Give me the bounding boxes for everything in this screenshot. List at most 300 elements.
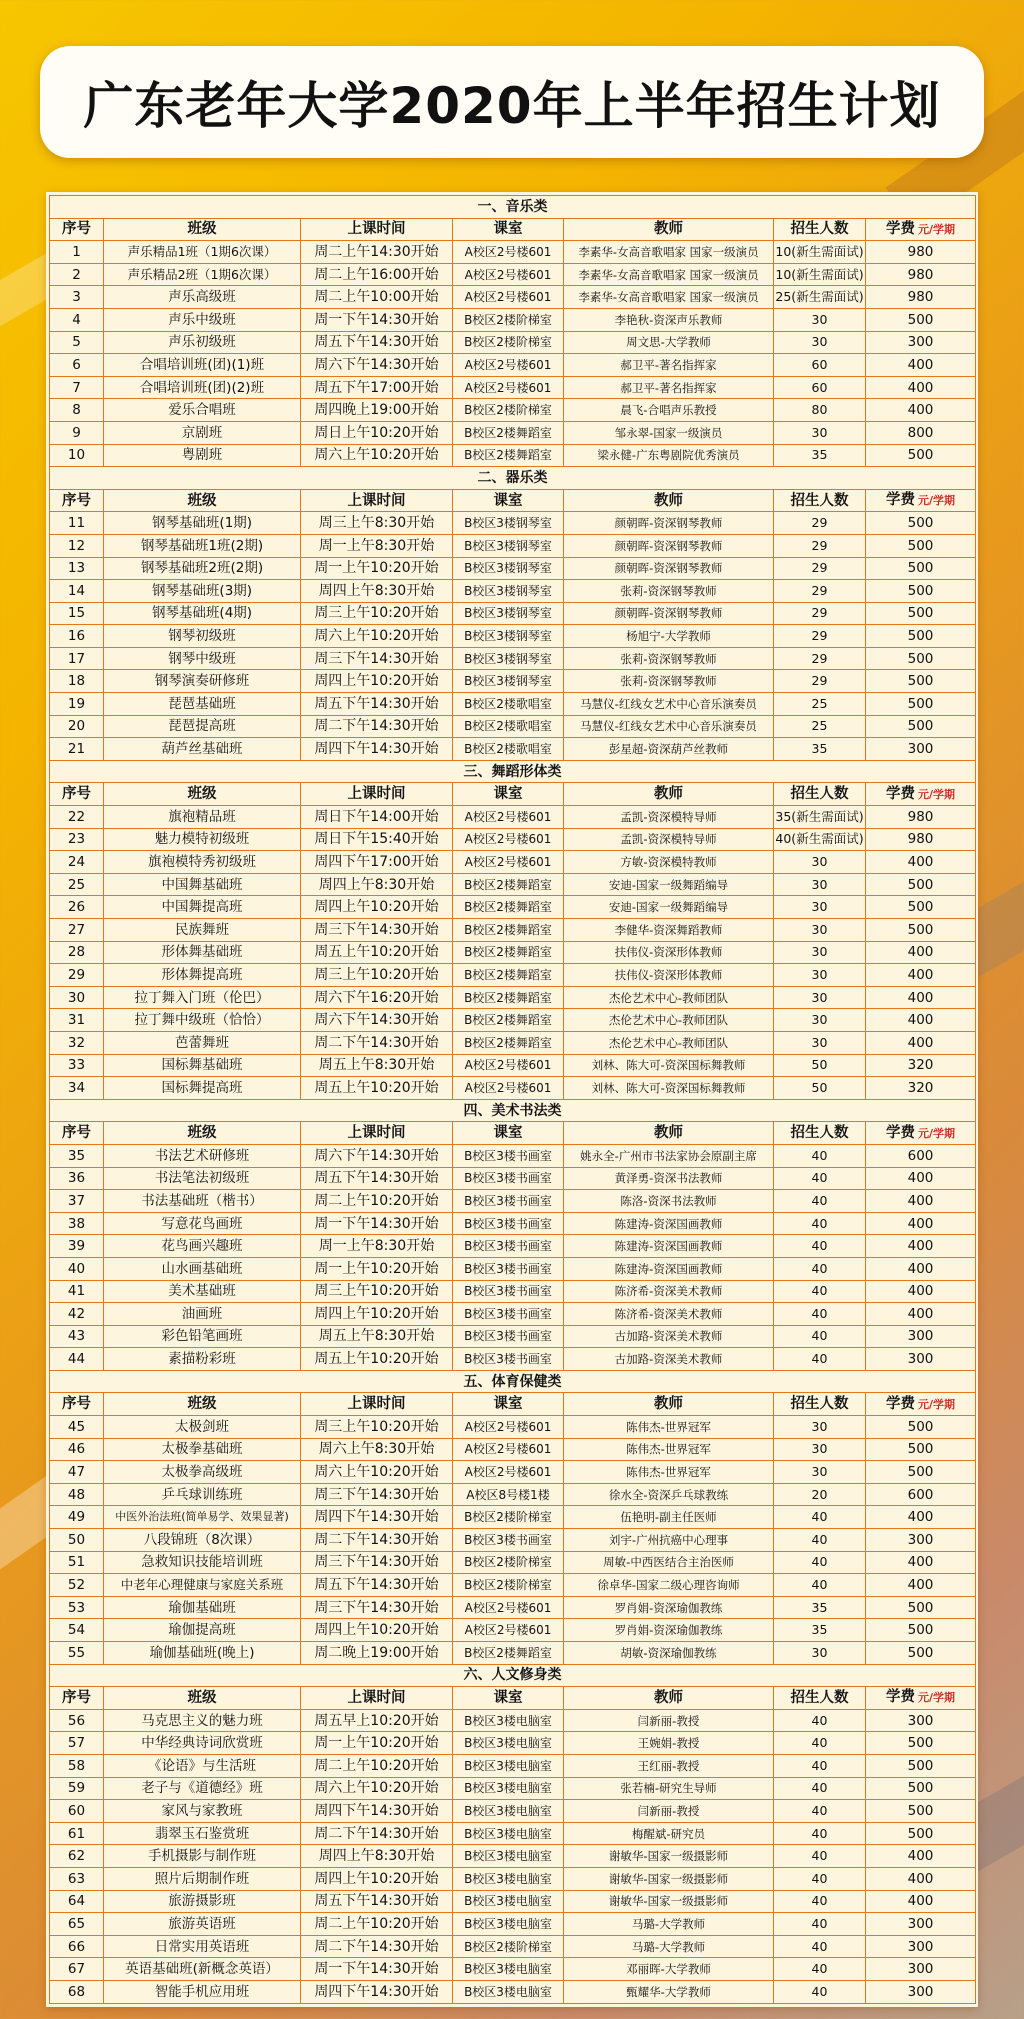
teacher: 陈建涛-资深国画教师 — [564, 1235, 774, 1258]
class-time: 周六上午10:20开始 — [301, 444, 453, 467]
class-name: 素描粉彩班 — [104, 1348, 301, 1371]
class-time: 周一上午10:20开始 — [301, 557, 453, 580]
tuition-fee: 400 — [866, 376, 976, 399]
table-row — [50, 1619, 976, 1642]
row-number: 49 — [50, 1506, 104, 1529]
column-header-no — [50, 1122, 104, 1145]
table-row — [50, 1212, 976, 1235]
fee-unit-label: 元/学期 — [917, 787, 956, 801]
teacher: 颜朝晖-资深钢琴教师 — [564, 534, 774, 557]
classroom: B校区3楼电脑室 — [453, 1845, 564, 1868]
class-name: 京剧班 — [104, 421, 301, 444]
category-row — [50, 1370, 976, 1393]
teacher: 胡敏-资深瑜伽教练 — [564, 1642, 774, 1665]
enrollment-quota: 40 — [774, 1913, 866, 1936]
enrollment-quota: 40 — [774, 1190, 866, 1213]
table-row — [50, 1031, 976, 1054]
classroom: A校区2号楼601 — [453, 1438, 564, 1461]
table-row — [50, 1777, 976, 1800]
teacher: 邹永翠-国家一级演员 — [564, 421, 774, 444]
enrollment-quota: 60 — [774, 354, 866, 377]
teacher: 陈伟杰-世界冠军 — [564, 1438, 774, 1461]
classroom: B校区3楼钢琴室 — [453, 557, 564, 580]
classroom: A校区2号楼601 — [453, 806, 564, 829]
row-number: 44 — [50, 1348, 104, 1371]
column-header-fee — [866, 218, 976, 241]
classroom: B校区3楼电脑室 — [453, 1890, 564, 1913]
tuition-fee: 400 — [866, 1009, 976, 1032]
enrollment-quota: 40 — [774, 1280, 866, 1303]
teacher: 谢敏华-国家一级摄影师 — [564, 1845, 774, 1868]
teacher: 陈建涛-资深国画教师 — [564, 1257, 774, 1280]
column-header-class — [104, 783, 301, 806]
enrollment-quota: 40 — [774, 1845, 866, 1868]
column-header-fee — [866, 783, 976, 806]
table-row — [50, 1054, 976, 1077]
class-time: 周四上午10:20开始 — [301, 670, 453, 693]
classroom: B校区3楼电脑室 — [453, 1980, 564, 2003]
classroom: A校区2号楼601 — [453, 1416, 564, 1439]
column-header-label: 序号 — [62, 492, 91, 509]
class-time: 周五下午14:30开始 — [301, 331, 453, 354]
teacher: 杰伦艺术中心-教师团队 — [564, 986, 774, 1009]
row-number: 1 — [50, 241, 104, 264]
table-row — [50, 1935, 976, 1958]
column-header-class — [104, 1393, 301, 1416]
class-name: 民族舞班 — [104, 919, 301, 942]
column-header-no — [50, 489, 104, 512]
class-name: 瑜伽提高班 — [104, 1619, 301, 1642]
class-name: 钢琴中级班 — [104, 647, 301, 670]
enrollment-quota: 80 — [774, 399, 866, 422]
column-header-label: 上课时间 — [347, 1396, 406, 1413]
table-row — [50, 308, 976, 331]
class-time: 周五上午10:20开始 — [301, 941, 453, 964]
class-time: 周三上午10:20开始 — [301, 1280, 453, 1303]
teacher: 张莉-资深钢琴教师 — [564, 670, 774, 693]
column-header-label: 序号 — [62, 1396, 91, 1413]
tuition-fee: 400 — [866, 1574, 976, 1597]
column-header-label: 教师 — [654, 492, 683, 509]
column-header-label: 招生人数 — [790, 1689, 849, 1706]
column-header-no — [50, 218, 104, 241]
tuition-fee: 500 — [866, 1438, 976, 1461]
teacher: 张莉-资深钢琴教师 — [564, 580, 774, 603]
row-number: 35 — [50, 1144, 104, 1167]
tuition-fee: 400 — [866, 1506, 976, 1529]
class-time: 周日下午15:40开始 — [301, 828, 453, 851]
row-number: 50 — [50, 1529, 104, 1552]
classroom: B校区3楼书画室 — [453, 1144, 564, 1167]
row-number: 10 — [50, 444, 104, 467]
class-time: 周二晚上19:00开始 — [301, 1642, 453, 1665]
row-number: 66 — [50, 1935, 104, 1958]
classroom: A校区2号楼601 — [453, 1054, 564, 1077]
class-name: 瑜伽基础班 — [104, 1596, 301, 1619]
enrollment-quota: 40 — [774, 1325, 866, 1348]
tuition-fee: 500 — [866, 534, 976, 557]
enrollment-quota: 30 — [774, 1642, 866, 1665]
row-number: 36 — [50, 1167, 104, 1190]
column-header-label: 招生人数 — [790, 1396, 849, 1413]
tuition-fee: 500 — [866, 308, 976, 331]
teacher: 张莉-资深钢琴教师 — [564, 647, 774, 670]
class-time: 周四上午10:20开始 — [301, 1619, 453, 1642]
table-row — [50, 1280, 976, 1303]
class-time: 周日下午14:00开始 — [301, 806, 453, 829]
classroom: B校区3楼书画室 — [453, 1529, 564, 1552]
column-header-quota — [774, 1122, 866, 1145]
column-header-class — [104, 1687, 301, 1710]
class-name: 中国舞基础班 — [104, 873, 301, 896]
class-name: 家风与家教班 — [104, 1800, 301, 1823]
column-header-label: 序号 — [62, 786, 91, 803]
tuition-fee: 600 — [866, 1483, 976, 1506]
tuition-fee: 400 — [866, 1551, 976, 1574]
class-name: 合唱培训班(团)(1)班 — [104, 354, 301, 377]
class-name: 国标舞提高班 — [104, 1077, 301, 1100]
enrollment-quota: 29 — [774, 512, 866, 535]
class-time: 周二下午14:30开始 — [301, 715, 453, 738]
teacher: 古加路-资深美术教师 — [564, 1325, 774, 1348]
tuition-fee: 500 — [866, 873, 976, 896]
category-title: 一、音乐类 — [50, 196, 976, 219]
classroom: B校区3楼钢琴室 — [453, 534, 564, 557]
class-name: 瑜伽基础班(晚上) — [104, 1642, 301, 1665]
enrollment-table-container — [46, 192, 978, 2007]
enrollment-quota: 40 — [774, 1529, 866, 1552]
tuition-fee: 500 — [866, 1800, 976, 1823]
classroom: B校区3楼书画室 — [453, 1325, 564, 1348]
class-name: 太极剑班 — [104, 1416, 301, 1439]
enrollment-quota: 30 — [774, 896, 866, 919]
classroom: B校区3楼书画室 — [453, 1190, 564, 1213]
column-header-label: 学费 — [885, 220, 915, 237]
row-number: 18 — [50, 670, 104, 693]
enrollment-quota: 30 — [774, 1009, 866, 1032]
teacher: 颜朝晖-资深钢琴教师 — [564, 602, 774, 625]
class-time: 周二上午16:00开始 — [301, 263, 453, 286]
table-row — [50, 806, 976, 829]
class-name: 八段锦班（8次课） — [104, 1529, 301, 1552]
column-header-label: 学费 — [885, 785, 915, 802]
column-header-label: 教师 — [654, 1396, 683, 1413]
teacher: 陈建涛-资深国画教师 — [564, 1212, 774, 1235]
enrollment-quota: 30 — [774, 1438, 866, 1461]
class-name: 英语基础班(新概念英语） — [104, 1958, 301, 1981]
table-row — [50, 580, 976, 603]
row-number: 17 — [50, 647, 104, 670]
class-name: 钢琴基础班2班(2期) — [104, 557, 301, 580]
teacher: 杨旭宁-大学教师 — [564, 625, 774, 648]
enrollment-quota: 25(新生需面试) — [774, 286, 866, 309]
column-header-label: 上课时间 — [347, 1689, 406, 1706]
category-row — [50, 467, 976, 490]
row-number: 65 — [50, 1913, 104, 1936]
table-row — [50, 1190, 976, 1213]
classroom: B校区3楼钢琴室 — [453, 580, 564, 603]
class-time: 周三下午14:30开始 — [301, 1483, 453, 1506]
classroom: A校区2号楼601 — [453, 354, 564, 377]
enrollment-quota: 40 — [774, 1348, 866, 1371]
class-name: 中国舞提高班 — [104, 896, 301, 919]
teacher: 方敏-资深模特教师 — [564, 851, 774, 874]
title-banner — [40, 46, 984, 158]
enrollment-quota: 30 — [774, 964, 866, 987]
tuition-fee: 500 — [866, 1642, 976, 1665]
row-number: 19 — [50, 693, 104, 716]
column-header-class — [104, 1122, 301, 1145]
class-name: 旅游英语班 — [104, 1913, 301, 1936]
column-header-label: 招生人数 — [790, 786, 849, 803]
class-time: 周三上午10:20开始 — [301, 602, 453, 625]
enrollment-quota: 40 — [774, 1709, 866, 1732]
table-row — [50, 1800, 976, 1823]
enrollment-quota: 40 — [774, 1777, 866, 1800]
row-number: 32 — [50, 1031, 104, 1054]
column-header-teacher — [564, 1687, 774, 1710]
enrollment-quota: 40 — [774, 1212, 866, 1235]
teacher: 李素华-女高音歌唱家 国家一级演员 — [564, 241, 774, 264]
tuition-fee: 400 — [866, 1280, 976, 1303]
row-number: 57 — [50, 1732, 104, 1755]
enrollment-quota: 35 — [774, 738, 866, 761]
teacher: 周敏-中西医结合主治医师 — [564, 1551, 774, 1574]
teacher: 颜朝晖-资深钢琴教师 — [564, 557, 774, 580]
table-row — [50, 1438, 976, 1461]
tuition-fee: 400 — [866, 1257, 976, 1280]
row-number: 30 — [50, 986, 104, 1009]
column-header-label: 学费 — [885, 492, 915, 509]
teacher: 安迪-国家一级舞蹈编导 — [564, 896, 774, 919]
class-name: 日常实用英语班 — [104, 1935, 301, 1958]
row-number: 58 — [50, 1754, 104, 1777]
column-header-teacher — [564, 218, 774, 241]
class-name: 粤剧班 — [104, 444, 301, 467]
tuition-fee: 500 — [866, 1732, 976, 1755]
class-time: 周三下午14:30开始 — [301, 1551, 453, 1574]
class-name: 钢琴初级班 — [104, 625, 301, 648]
enrollment-quota: 30 — [774, 1461, 866, 1484]
row-number: 64 — [50, 1890, 104, 1913]
row-number: 48 — [50, 1483, 104, 1506]
table-row — [50, 241, 976, 264]
row-number: 13 — [50, 557, 104, 580]
row-number: 59 — [50, 1777, 104, 1800]
class-name: 声乐初级班 — [104, 331, 301, 354]
row-number: 46 — [50, 1438, 104, 1461]
teacher: 古加路-资深美术教师 — [564, 1348, 774, 1371]
teacher: 杰伦艺术中心-教师团队 — [564, 1031, 774, 1054]
classroom: B校区3楼书画室 — [453, 1235, 564, 1258]
column-header-fee — [866, 1393, 976, 1416]
class-time: 周一上午8:30开始 — [301, 1235, 453, 1258]
class-time: 周一下午14:30开始 — [301, 308, 453, 331]
tuition-fee: 400 — [866, 986, 976, 1009]
class-name: 声乐中级班 — [104, 308, 301, 331]
class-time: 周五上午8:30开始 — [301, 1054, 453, 1077]
category-title: 二、器乐类 — [50, 467, 976, 490]
row-number: 9 — [50, 421, 104, 444]
column-header-room — [453, 783, 564, 806]
row-number: 56 — [50, 1709, 104, 1732]
table-row — [50, 828, 976, 851]
teacher: 孟凯-资深模特导师 — [564, 806, 774, 829]
enrollment-quota: 40 — [774, 1958, 866, 1981]
class-time: 周一下午14:30开始 — [301, 1212, 453, 1235]
classroom: B校区3楼书画室 — [453, 1167, 564, 1190]
teacher: 扶伟仪-资深形体教师 — [564, 964, 774, 987]
teacher: 陈洛-资深书法教师 — [564, 1190, 774, 1213]
column-header-time — [301, 1687, 453, 1710]
teacher: 晨飞-合唱声乐教授 — [564, 399, 774, 422]
enrollment-quota: 29 — [774, 602, 866, 625]
column-header-label: 教师 — [654, 1125, 683, 1142]
column-header-quota — [774, 1687, 866, 1710]
teacher: 王红丽-教授 — [564, 1754, 774, 1777]
class-time: 周三下午14:30开始 — [301, 919, 453, 942]
row-number: 22 — [50, 806, 104, 829]
classroom: B校区2楼舞蹈室 — [453, 873, 564, 896]
table-row — [50, 1867, 976, 1890]
row-number: 45 — [50, 1416, 104, 1439]
class-time: 周四上午8:30开始 — [301, 873, 453, 896]
column-header-teacher — [564, 1122, 774, 1145]
table-row — [50, 1461, 976, 1484]
column-header-time — [301, 783, 453, 806]
class-name: 钢琴演奏研修班 — [104, 670, 301, 693]
tuition-fee: 300 — [866, 1935, 976, 1958]
tuition-fee: 500 — [866, 693, 976, 716]
row-number: 2 — [50, 263, 104, 286]
classroom: B校区2楼舞蹈室 — [453, 444, 564, 467]
enrollment-quota: 30 — [774, 919, 866, 942]
classroom: B校区3楼书画室 — [453, 1348, 564, 1371]
column-header-label: 课室 — [493, 492, 523, 509]
teacher: 梅醒斌-研究员 — [564, 1822, 774, 1845]
table-row — [50, 534, 976, 557]
teacher: 刘林、陈大可-资深国标舞教师 — [564, 1054, 774, 1077]
class-time: 周三下午14:30开始 — [301, 647, 453, 670]
tuition-fee: 500 — [866, 715, 976, 738]
classroom: B校区3楼电脑室 — [453, 1777, 564, 1800]
class-name: 太极拳基础班 — [104, 1438, 301, 1461]
category-row — [50, 1664, 976, 1687]
tuition-fee: 500 — [866, 1416, 976, 1439]
row-number: 54 — [50, 1619, 104, 1642]
tuition-fee: 400 — [866, 1235, 976, 1258]
row-number: 53 — [50, 1596, 104, 1619]
class-name: 旗袍精品班 — [104, 806, 301, 829]
class-time: 周四上午10:20开始 — [301, 1303, 453, 1326]
table-row — [50, 625, 976, 648]
tuition-fee: 400 — [866, 1190, 976, 1213]
enrollment-quota: 25 — [774, 715, 866, 738]
tuition-fee: 400 — [866, 1167, 976, 1190]
class-time: 周五上午8:30开始 — [301, 1325, 453, 1348]
class-name: 山水画基础班 — [104, 1257, 301, 1280]
table-row — [50, 1890, 976, 1913]
row-number: 25 — [50, 873, 104, 896]
teacher: 杰伦艺术中心-教师团队 — [564, 1009, 774, 1032]
column-header-label: 上课时间 — [347, 1125, 406, 1142]
row-number: 11 — [50, 512, 104, 535]
fee-unit-label: 元/学期 — [917, 1397, 956, 1411]
teacher: 颜朝晖-资深钢琴教师 — [564, 512, 774, 535]
teacher: 王婉娟-教授 — [564, 1732, 774, 1755]
class-name: 中医外治法班(简单易学、效果显著) — [104, 1506, 301, 1529]
class-time: 周日上午10:20开始 — [301, 421, 453, 444]
row-number: 61 — [50, 1822, 104, 1845]
column-header-room — [453, 1393, 564, 1416]
row-number: 33 — [50, 1054, 104, 1077]
column-header-time — [301, 1122, 453, 1145]
column-header-label: 班级 — [187, 786, 217, 803]
fee-unit-label: 元/学期 — [917, 1691, 956, 1705]
column-header-quota — [774, 218, 866, 241]
classroom: B校区3楼电脑室 — [453, 1867, 564, 1890]
enrollment-quota: 40 — [774, 1822, 866, 1845]
column-header-label: 课室 — [493, 1125, 523, 1142]
teacher: 马璐-大学教师 — [564, 1913, 774, 1936]
enrollment-quota: 35 — [774, 1596, 866, 1619]
table-row — [50, 1913, 976, 1936]
classroom: A校区2号楼601 — [453, 286, 564, 309]
teacher: 闫新丽-教授 — [564, 1709, 774, 1732]
row-number: 28 — [50, 941, 104, 964]
tuition-fee: 300 — [866, 1980, 976, 2003]
class-name: 马克思主义的魅力班 — [104, 1709, 301, 1732]
enrollment-quota: 35 — [774, 1619, 866, 1642]
row-number: 5 — [50, 331, 104, 354]
classroom: B校区2楼舞蹈室 — [453, 896, 564, 919]
class-name: 形体舞基础班 — [104, 941, 301, 964]
classroom: B校区2楼阶梯室 — [453, 1935, 564, 1958]
column-header-room — [453, 1687, 564, 1710]
row-number: 8 — [50, 399, 104, 422]
classroom: A校区2号楼601 — [453, 376, 564, 399]
enrollment-quota: 30 — [774, 986, 866, 1009]
column-header-label: 教师 — [654, 786, 683, 803]
teacher: 陈济希-资深美术教师 — [564, 1280, 774, 1303]
row-number: 40 — [50, 1257, 104, 1280]
column-header-no — [50, 1687, 104, 1710]
tuition-fee: 400 — [866, 1212, 976, 1235]
column-header-label: 序号 — [62, 221, 91, 238]
tuition-fee: 400 — [866, 1890, 976, 1913]
classroom: B校区2楼阶梯室 — [453, 308, 564, 331]
class-time: 周二上午10:20开始 — [301, 1190, 453, 1213]
tuition-fee: 400 — [866, 851, 976, 874]
classroom: B校区3楼书画室 — [453, 1280, 564, 1303]
row-number: 16 — [50, 625, 104, 648]
teacher: 梁永健-广东粤剧院优秀演员 — [564, 444, 774, 467]
table-row — [50, 1709, 976, 1732]
enrollment-quota: 10(新生需面试) — [774, 241, 866, 264]
enrollment-quota: 35(新生需面试) — [774, 806, 866, 829]
tuition-fee: 600 — [866, 1144, 976, 1167]
class-name: 急救知识技能培训班 — [104, 1551, 301, 1574]
enrollment-quota: 29 — [774, 670, 866, 693]
column-header-time — [301, 1393, 453, 1416]
classroom: A校区2号楼601 — [453, 1461, 564, 1484]
teacher: 李素华-女高音歌唱家 国家一级演员 — [564, 286, 774, 309]
column-header-label: 课室 — [493, 786, 523, 803]
column-header-row — [50, 1393, 976, 1416]
tuition-fee: 500 — [866, 557, 976, 580]
table-row — [50, 1325, 976, 1348]
enrollment-quota: 29 — [774, 557, 866, 580]
